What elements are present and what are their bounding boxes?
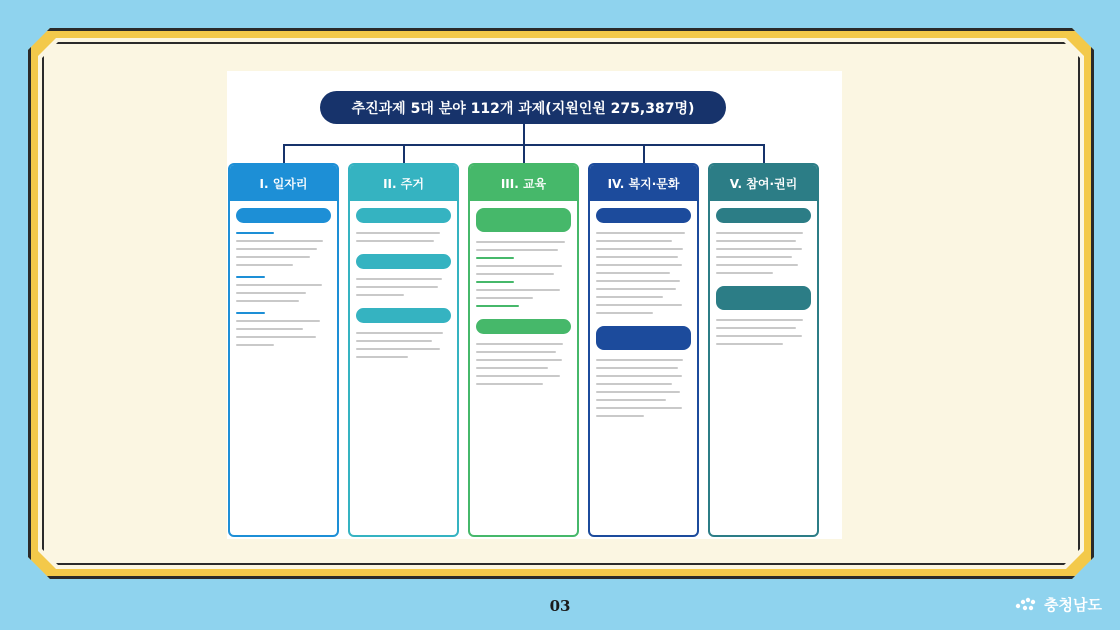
infographic-title: 추진과제 5대 분야 112개 과제(지원인원 275,387명) [320, 91, 726, 124]
column-education [468, 163, 579, 537]
unreadable-text [236, 232, 274, 234]
subtitle-pill [596, 326, 691, 350]
unreadable-text [596, 256, 678, 258]
unreadable-text [356, 240, 434, 242]
unreadable-text [356, 286, 438, 288]
column-heading: I. 일자리 [230, 165, 337, 201]
unreadable-text [596, 367, 678, 369]
unreadable-text [476, 305, 519, 307]
unreadable-text [596, 272, 670, 274]
unreadable-text [236, 312, 265, 314]
unreadable-text [596, 359, 683, 361]
unreadable-text [716, 327, 796, 329]
unreadable-text [356, 340, 432, 342]
connector-line [763, 144, 765, 163]
unreadable-text [236, 292, 306, 294]
unreadable-text [476, 265, 562, 267]
unreadable-text [716, 256, 792, 258]
unreadable-text [596, 383, 672, 385]
unreadable-text [716, 335, 802, 337]
unreadable-text [596, 375, 682, 377]
unreadable-text [716, 248, 802, 250]
unreadable-text [596, 312, 653, 314]
column-participation-rights [708, 163, 819, 537]
unreadable-text [476, 257, 514, 259]
unreadable-text [476, 375, 560, 377]
unreadable-text [356, 232, 440, 234]
unreadable-text [236, 284, 322, 286]
page-number: 03 [549, 597, 571, 615]
unreadable-text [236, 276, 265, 278]
unreadable-text [476, 359, 562, 361]
unreadable-text [476, 273, 554, 275]
unreadable-text [596, 415, 644, 417]
unreadable-text [596, 304, 682, 306]
unreadable-text [236, 300, 299, 302]
unreadable-text [476, 343, 563, 345]
infographic-panel [227, 71, 842, 539]
unreadable-text [236, 248, 317, 250]
subtitle-pill [596, 208, 691, 223]
unreadable-text [716, 343, 783, 345]
unreadable-text [356, 294, 404, 296]
unreadable-text [356, 356, 408, 358]
unreadable-text [596, 248, 683, 250]
unreadable-text [596, 232, 685, 234]
column-body [470, 201, 577, 398]
unreadable-text [236, 336, 316, 338]
connector-line [283, 144, 285, 163]
subtitle-pill [476, 208, 571, 232]
unreadable-text [596, 407, 682, 409]
unreadable-text [596, 296, 663, 298]
column-housing [348, 163, 459, 537]
subtitle-pill [476, 319, 571, 334]
unreadable-text [236, 328, 303, 330]
unreadable-text [476, 249, 558, 251]
logo-mark-icon [1013, 596, 1039, 614]
unreadable-text [356, 278, 442, 280]
unreadable-text [596, 391, 680, 393]
unreadable-text [476, 281, 514, 283]
unreadable-text [476, 383, 543, 385]
logo-text: 충청남도 [1044, 596, 1102, 614]
subtitle-pill [716, 208, 811, 223]
unreadable-text [476, 289, 560, 291]
chungnam-logo [1013, 594, 1102, 615]
unreadable-text [716, 240, 796, 242]
column-heading: III. 교육 [470, 165, 577, 201]
unreadable-text [716, 264, 798, 266]
subtitle-pill [236, 208, 331, 223]
connector-line [643, 144, 645, 163]
unreadable-text [476, 367, 548, 369]
unreadable-text [596, 399, 666, 401]
unreadable-text [596, 240, 672, 242]
column-heading: V. 참여·권리 [710, 165, 817, 201]
unreadable-text [236, 320, 320, 322]
unreadable-text [716, 272, 773, 274]
column-body [350, 201, 457, 371]
column-body [230, 201, 337, 359]
column-heading: II. 주거 [350, 165, 457, 201]
unreadable-text [716, 232, 803, 234]
column-heading: IV. 복지·문화 [590, 165, 697, 201]
unreadable-text [236, 256, 310, 258]
unreadable-text [236, 264, 293, 266]
column-body [710, 201, 817, 358]
subtitle-pill [356, 254, 451, 269]
connector-line [403, 144, 405, 163]
column-welfare-culture [588, 163, 699, 537]
unreadable-text [596, 280, 680, 282]
subtitle-pill [356, 308, 451, 323]
unreadable-text [716, 319, 803, 321]
connector-line [523, 124, 525, 144]
column-body [590, 201, 697, 430]
unreadable-text [596, 264, 682, 266]
unreadable-text [476, 351, 556, 353]
subtitle-pill [716, 286, 811, 310]
unreadable-text [476, 241, 565, 243]
subtitle-pill [356, 208, 451, 223]
unreadable-text [356, 348, 440, 350]
column-jobs [228, 163, 339, 537]
connector-line [523, 144, 525, 163]
unreadable-text [596, 288, 676, 290]
unreadable-text [476, 297, 533, 299]
unreadable-text [236, 240, 323, 242]
unreadable-text [236, 344, 274, 346]
unreadable-text [356, 332, 443, 334]
